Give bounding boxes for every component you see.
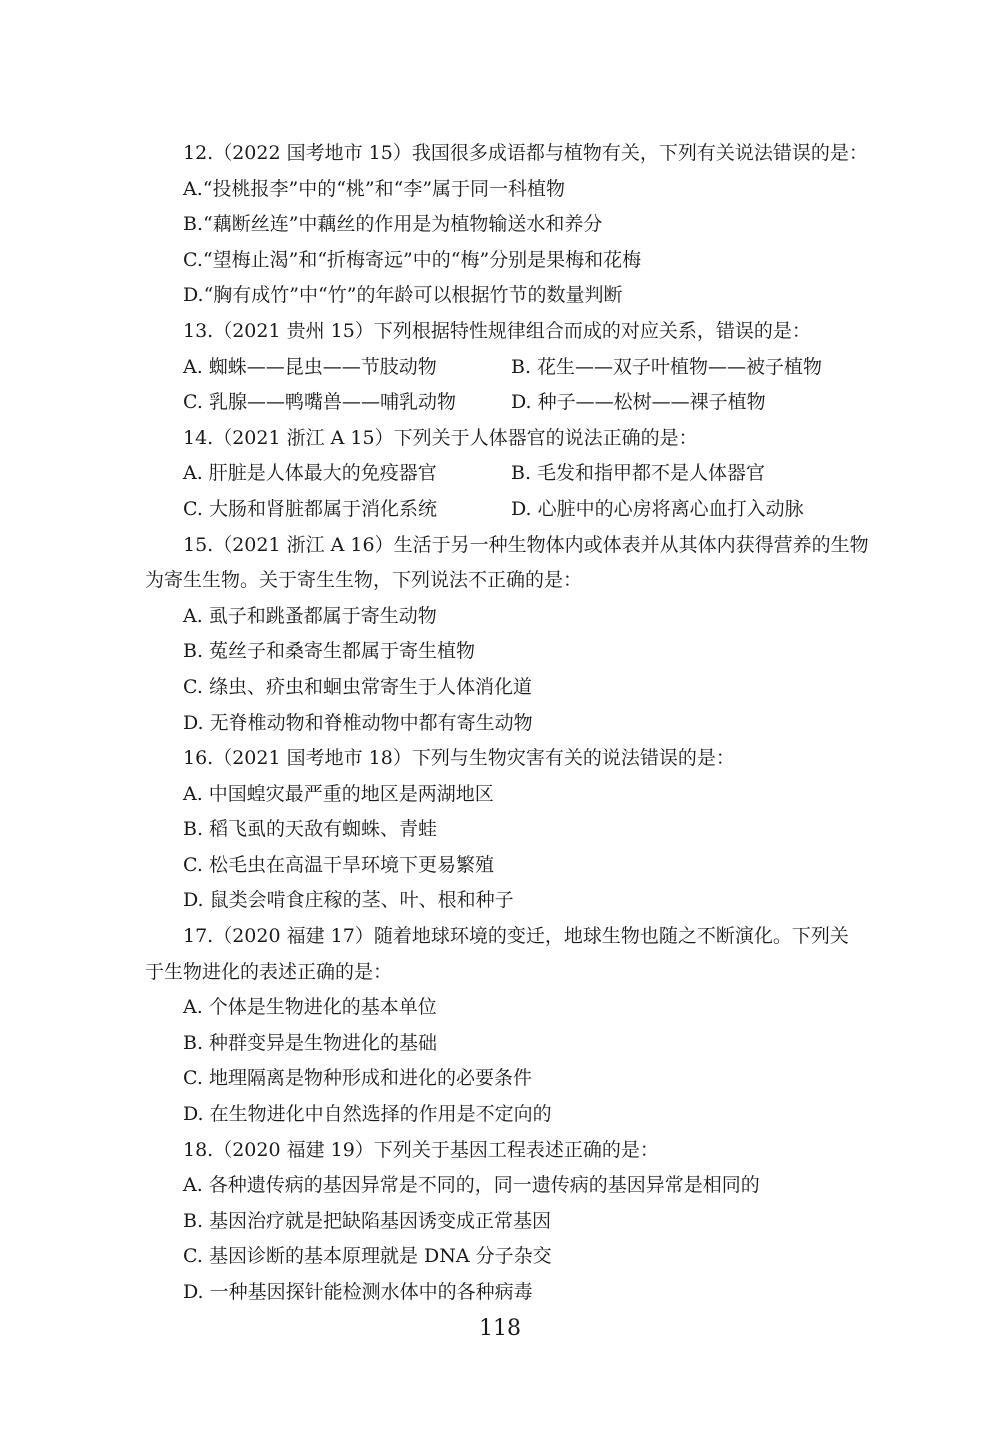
question-16-option-b: B. 稻飞虱的天敌有蜘蛛、青蛙 bbox=[183, 818, 438, 841]
question-13-option-a: A. 蜘蛛——昆虫——节肢动物 bbox=[183, 355, 437, 378]
question-16-stem: 16.（2021 国考地市 18）下列与生物灾害有关的说法错误的是： bbox=[183, 747, 735, 770]
question-18-stem: 18.（2020 福建 19）下列关于基因工程表述正确的是： bbox=[183, 1138, 659, 1161]
question-17-option-d: D. 在生物进化中自然选择的作用是不定向的 bbox=[183, 1103, 552, 1126]
question-12-option-d: D.“胸有成竹”中“竹”的年龄可以根据竹节的数量判断 bbox=[183, 284, 623, 307]
question-17-option-c: C. 地理隔离是物种形成和进化的必要条件 bbox=[183, 1067, 532, 1090]
question-17-stem-line-2: 于生物进化的表述正确的是： bbox=[145, 960, 393, 983]
question-17-stem-line-1: 17.（2020 福建 17）随着地球环境的变迁，地球生物也随之不断演化。下列关 bbox=[183, 925, 849, 948]
question-13-option-d: D. 种子——松树——裸子植物 bbox=[511, 391, 766, 414]
question-14-option-c: C. 大肠和肾脏都属于消化系统 bbox=[183, 497, 437, 520]
question-15-option-c: C. 绦虫、疥虫和蛔虫常寄生于人体消化道 bbox=[183, 675, 532, 698]
question-list bbox=[145, 136, 895, 1311]
question-12-stem: 12.（2022 国考地市 15）我国很多成语都与植物有关，下列有关说法错误的是： bbox=[183, 142, 868, 164]
question-15-option-a: A. 虱子和跳蚤都属于寄生动物 bbox=[183, 604, 437, 627]
question-14-option-d: D. 心脏中的心房将离心血打入动脉 bbox=[511, 497, 804, 520]
question-14-options-row-1 bbox=[145, 456, 895, 492]
question-13-options-row-2 bbox=[145, 385, 895, 421]
page-number: 118 bbox=[479, 1316, 521, 1341]
question-16-option-d: D. 鼠类会啃食庄稼的茎、叶、根和种子 bbox=[183, 889, 514, 912]
question-13-option-b: B. 花生——双子叶植物——被子植物 bbox=[511, 355, 823, 378]
question-14-stem: 14.（2021 浙江 A 15）下列关于人体器官的说法正确的是： bbox=[183, 426, 698, 449]
question-15-stem-line-1: 15.（2021 浙江 A 16）生活于另一种生物体内或体表并从其体内获得营养的生物 bbox=[183, 533, 869, 556]
question-15-option-b: B. 菟丝子和桑寄生都属于寄生植物 bbox=[183, 640, 476, 663]
question-16-option-a: A. 中国蝗灾最严重的地区是两湖地区 bbox=[183, 782, 494, 805]
question-16-option-c: C. 松毛虫在高温干旱环境下更易繁殖 bbox=[183, 853, 494, 876]
question-13-stem: 13.（2021 贵州 15）下列根据特性规律组合而成的对应关系，错误的是： bbox=[183, 319, 811, 342]
question-12-option-b: B.“藕断丝连”中藕丝的作用是为植物输送水和养分 bbox=[183, 213, 603, 236]
question-18-option-a: A. 各种遗传病的基因异常是不同的，同一遗传病的基因异常是相同的 bbox=[183, 1174, 760, 1197]
question-14-option-b: B. 毛发和指甲都不是人体器官 bbox=[511, 462, 766, 485]
question-14-options-row-2 bbox=[145, 492, 895, 528]
question-18-option-c: C. 基因诊断的基本原理就是 DNA 分子杂交 bbox=[183, 1245, 552, 1268]
question-13-options-row-1 bbox=[145, 350, 895, 386]
question-15-stem-line-2: 为寄生生物。关于寄生生物，下列说法不正确的是： bbox=[145, 569, 583, 592]
question-12-option-c: C.“望梅止渴”和“折梅寄远”中的“梅”分别是果梅和花梅 bbox=[183, 248, 642, 271]
question-18-option-d: D. 一种基因探针能检测水体中的各种病毒 bbox=[183, 1281, 533, 1303]
question-17-option-b: B. 种群变异是生物进化的基础 bbox=[183, 1031, 438, 1054]
question-15-option-d: D. 无脊椎动物和脊椎动物中都有寄生动物 bbox=[183, 711, 533, 734]
question-13-option-c: C. 乳腺——鸭嘴兽——哺乳动物 bbox=[183, 391, 456, 414]
question-12-option-a: A.“投桃报李”中的“桃”和“李”属于同一科植物 bbox=[183, 177, 566, 200]
question-17-option-a: A. 个体是生物进化的基本单位 bbox=[183, 996, 437, 1019]
question-14-option-a: A. 肝脏是人体最大的免疫器官 bbox=[183, 462, 437, 485]
question-18-option-b: B. 基因治疗就是把缺陷基因诱变成正常基因 bbox=[183, 1209, 552, 1232]
